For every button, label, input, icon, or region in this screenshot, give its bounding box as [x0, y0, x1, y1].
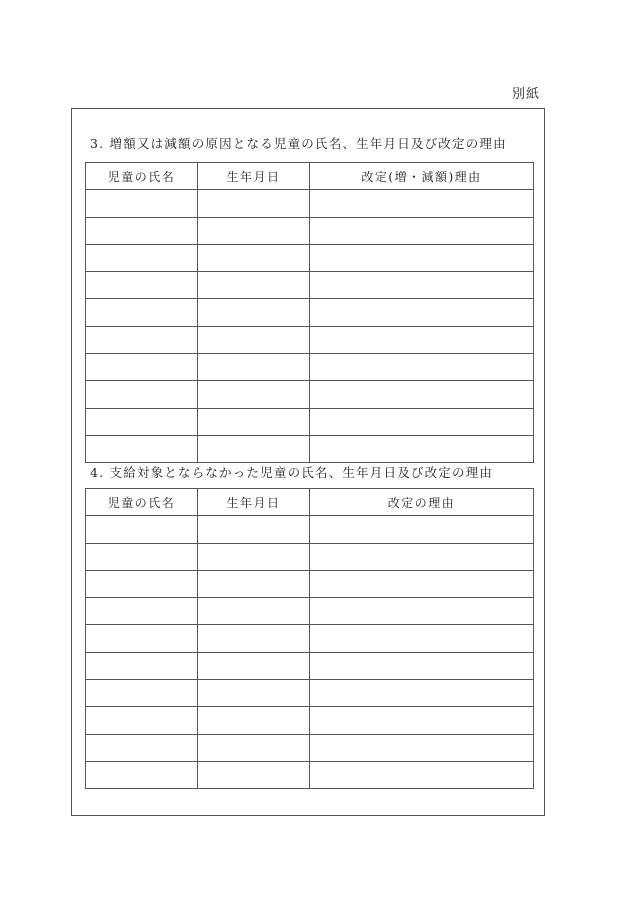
section-3-heading: 3. 増額又は減額の原因となる児童の氏名、生年月日及び改定の理由 — [90, 136, 507, 151]
section-4-table-body — [86, 516, 534, 789]
table-row — [86, 516, 534, 543]
birth-date-cell[interactable] — [198, 190, 310, 217]
table-row — [86, 543, 534, 570]
child-name-cell[interactable] — [86, 652, 198, 679]
child-name-cell[interactable] — [86, 734, 198, 761]
birth-date-cell[interactable] — [198, 680, 310, 707]
revision-reason-cell[interactable] — [310, 680, 534, 707]
table-row — [86, 326, 534, 353]
birth-date-cell[interactable] — [198, 326, 310, 353]
revision-reason-header: 改定の理由 — [310, 489, 534, 516]
table-row — [86, 761, 534, 788]
revision-reason-cell[interactable] — [310, 381, 534, 408]
table-row — [86, 707, 534, 734]
table-header-row — [86, 489, 534, 516]
revision-reason-cell[interactable] — [310, 543, 534, 570]
table-row — [86, 408, 534, 435]
table-row — [86, 354, 534, 381]
revision-reason-header: 改定(増・減額)理由 — [310, 163, 534, 190]
child-name-cell[interactable] — [86, 217, 198, 244]
revision-reason-cell[interactable] — [310, 217, 534, 244]
child-name-header: 児童の氏名 — [86, 163, 198, 190]
table-row — [86, 381, 534, 408]
revision-reason-cell[interactable] — [310, 598, 534, 625]
birth-date-cell[interactable] — [198, 217, 310, 244]
child-name-cell[interactable] — [86, 625, 198, 652]
birth-date-cell[interactable] — [198, 516, 310, 543]
revision-reason-cell[interactable] — [310, 190, 534, 217]
child-name-cell[interactable] — [86, 408, 198, 435]
revision-reason-cell[interactable] — [310, 761, 534, 788]
birth-date-cell[interactable] — [198, 598, 310, 625]
table-row — [86, 625, 534, 652]
birth-date-cell[interactable] — [198, 707, 310, 734]
child-name-cell[interactable] — [86, 326, 198, 353]
revision-reason-cell[interactable] — [310, 652, 534, 679]
revision-reason-cell[interactable] — [310, 625, 534, 652]
revision-reason-cell[interactable] — [310, 435, 534, 462]
birth-date-header: 生年月日 — [198, 489, 310, 516]
child-name-cell[interactable] — [86, 299, 198, 326]
table-row — [86, 570, 534, 597]
birth-date-cell[interactable] — [198, 244, 310, 271]
section-4-table — [85, 488, 534, 789]
table-row — [86, 680, 534, 707]
section-3-table-body — [86, 190, 534, 463]
attachment-label: 別紙 — [512, 87, 541, 102]
table-row — [86, 598, 534, 625]
revision-reason-cell[interactable] — [310, 272, 534, 299]
child-name-cell[interactable] — [86, 244, 198, 271]
birth-date-cell[interactable] — [198, 381, 310, 408]
table-row — [86, 272, 534, 299]
birth-date-cell[interactable] — [198, 408, 310, 435]
revision-reason-cell[interactable] — [310, 408, 534, 435]
child-name-cell[interactable] — [86, 570, 198, 597]
birth-date-cell[interactable] — [198, 652, 310, 679]
child-name-cell[interactable] — [86, 272, 198, 299]
child-name-cell[interactable] — [86, 516, 198, 543]
revision-reason-cell[interactable] — [310, 734, 534, 761]
revision-reason-cell[interactable] — [310, 707, 534, 734]
birth-date-cell[interactable] — [198, 543, 310, 570]
table-row — [86, 435, 534, 462]
table-row — [86, 299, 534, 326]
revision-reason-cell[interactable] — [310, 570, 534, 597]
revision-reason-cell[interactable] — [310, 299, 534, 326]
child-name-cell[interactable] — [86, 381, 198, 408]
child-name-cell[interactable] — [86, 707, 198, 734]
child-name-cell[interactable] — [86, 435, 198, 462]
table-row — [86, 244, 534, 271]
section-3-table — [85, 162, 534, 463]
birth-date-cell[interactable] — [198, 570, 310, 597]
section-4-heading: 4. 支給対象とならなかった児童の氏名、生年月日及び改定の理由 — [90, 465, 494, 480]
table-row — [86, 217, 534, 244]
birth-date-cell[interactable] — [198, 734, 310, 761]
table-row — [86, 190, 534, 217]
birth-date-cell[interactable] — [198, 761, 310, 788]
revision-reason-cell[interactable] — [310, 244, 534, 271]
table-row — [86, 734, 534, 761]
revision-reason-cell[interactable] — [310, 326, 534, 353]
child-name-cell[interactable] — [86, 598, 198, 625]
revision-reason-cell[interactable] — [310, 354, 534, 381]
child-name-cell[interactable] — [86, 190, 198, 217]
birth-date-cell[interactable] — [198, 625, 310, 652]
birth-date-header: 生年月日 — [198, 163, 310, 190]
table-header-row — [86, 163, 534, 190]
birth-date-cell[interactable] — [198, 435, 310, 462]
child-name-cell[interactable] — [86, 761, 198, 788]
child-name-cell[interactable] — [86, 680, 198, 707]
revision-reason-cell[interactable] — [310, 516, 534, 543]
birth-date-cell[interactable] — [198, 272, 310, 299]
birth-date-cell[interactable] — [198, 354, 310, 381]
child-name-cell[interactable] — [86, 354, 198, 381]
table-row — [86, 652, 534, 679]
child-name-header: 児童の氏名 — [86, 489, 198, 516]
birth-date-cell[interactable] — [198, 299, 310, 326]
child-name-cell[interactable] — [86, 543, 198, 570]
